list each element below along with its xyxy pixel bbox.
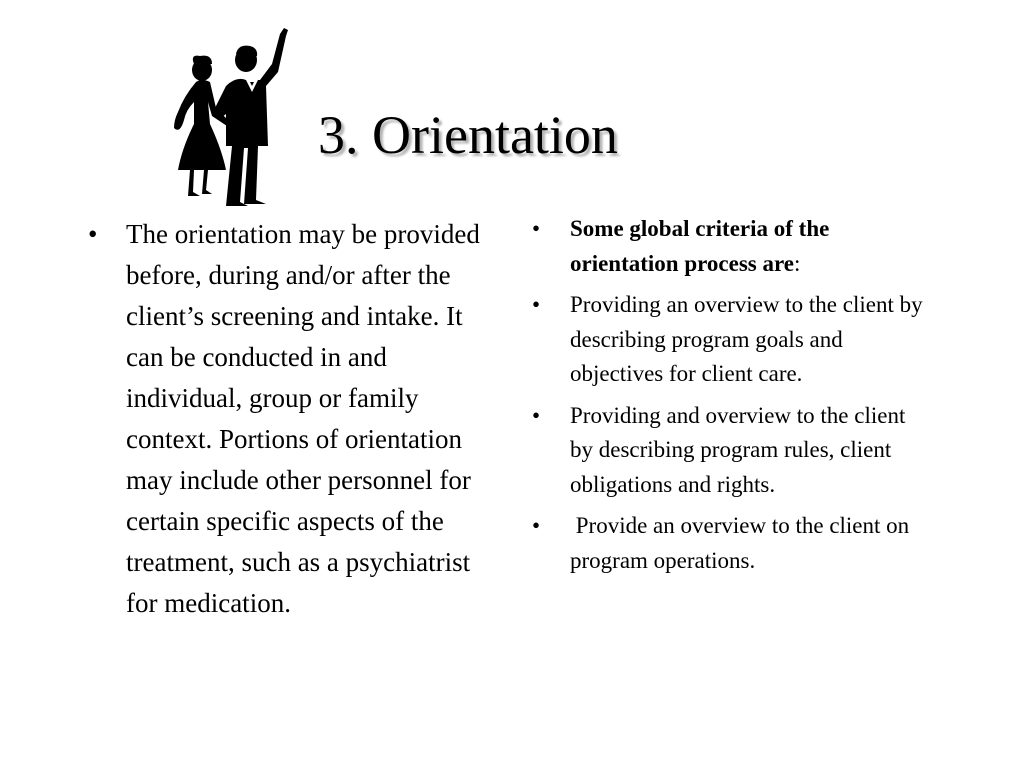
criteria-item-text: Provide an overview to the client on program operations. [570, 513, 915, 573]
bullet-icon: • [532, 292, 541, 317]
right-bullet-item [532, 288, 932, 392]
bullet-icon: • [532, 402, 541, 428]
bullet-icon: • [532, 216, 541, 241]
criteria-heading-suffix: : [794, 250, 801, 276]
right-bullet-item [532, 509, 932, 578]
woman-silhouette [174, 56, 230, 196]
left-column [88, 214, 498, 624]
criteria-heading: Some global criteria of the orientation process are [570, 216, 830, 276]
left-bullet-item [88, 214, 498, 624]
bullet-icon: • [532, 513, 541, 538]
bullet-icon: • [88, 219, 98, 249]
slide-title: 3. Orientation [318, 105, 618, 165]
dancing-couple-icon [160, 24, 292, 206]
criteria-item-text: Providing and overview to the client by describing program rules, client obligations and rights. [570, 402, 906, 497]
right-bullet-heading [532, 212, 932, 281]
criteria-item-text: Providing an overview to the client by describing program goals and objectives for client care. [570, 292, 923, 386]
right-column [532, 212, 932, 585]
left-bullet-text: The orientation may be provided before, during and/or after the client’s screening and intake. It can be conducted in and individual, group or family context. Portions of orientation may include other personnel for certain specific aspects of the treatment, such as a psychiatrist for medication. [126, 219, 480, 618]
right-bullet-item [532, 399, 932, 503]
